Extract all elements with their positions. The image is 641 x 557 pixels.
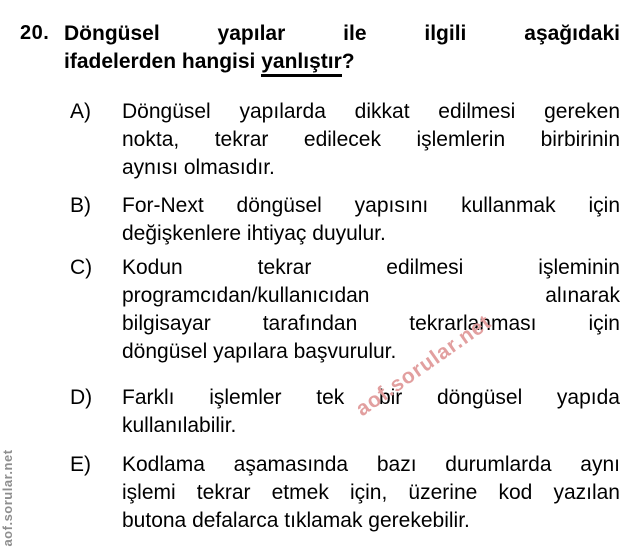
option-letter-b: B) bbox=[70, 194, 91, 217]
option-a-line: Döngüsel yapılarda dikkat edilmesi gereken bbox=[122, 100, 620, 123]
option-e-line: Kodlama aşamasında bazı durumlarda aynı bbox=[122, 453, 620, 476]
option-text-e bbox=[122, 451, 620, 535]
option-e-line: butona defalarca tıklamak gerekebilir. bbox=[122, 509, 470, 532]
option-b-line: For-Next döngüsel yapısını kullanmak için bbox=[122, 194, 620, 217]
option-a-line: aynısı olmasıdır. bbox=[122, 156, 275, 179]
option-d-line: kullanılabilir. bbox=[122, 414, 237, 437]
option-text-b bbox=[122, 192, 620, 248]
option-c-line: bilgisayar tarafından tekrarlanması için bbox=[122, 312, 620, 335]
question-line-2-prefix: ifadelerden hangisi bbox=[64, 50, 262, 73]
option-text-a bbox=[122, 98, 620, 182]
option-letter-a: A) bbox=[70, 100, 91, 123]
question-line-2 bbox=[64, 48, 620, 76]
option-text-c bbox=[122, 254, 620, 366]
question-keyword-underlined: yanlıştır bbox=[261, 50, 342, 77]
question-number: 20. bbox=[20, 22, 50, 44]
option-b-line: değişkenlere ihtiyaç duyulur. bbox=[122, 222, 386, 245]
option-e-line: işlemi tekrar etmek için, üzerine kod yazılan bbox=[122, 481, 620, 504]
option-a-line: nokta, tekrar edilecek işlemlerin birbirinin bbox=[122, 128, 620, 151]
question-text bbox=[64, 20, 620, 76]
question-line-1: Döngüsel yapılar ile ilgili aşağıdaki bbox=[64, 22, 620, 45]
option-letter-e: E) bbox=[70, 453, 91, 476]
option-letter-d: D) bbox=[70, 386, 93, 409]
option-c-line: döngüsel yapılara başvurulur. bbox=[122, 340, 397, 363]
option-c-line: Kodun tekrar edilmesi işleminin bbox=[122, 256, 620, 279]
option-text-d bbox=[122, 384, 620, 440]
watermark-diagonal: aof.sorular.net bbox=[351, 310, 496, 421]
option-d-line: Farklı işlemler tek bir döngüsel yapıda bbox=[122, 386, 620, 409]
watermark-side-vertical: aof.sorular.net bbox=[0, 449, 15, 547]
question-line-2-suffix: ? bbox=[341, 50, 355, 73]
option-letter-c: C) bbox=[70, 256, 93, 279]
option-c-line: programcıdan/kullanıcıdan alınarak bbox=[122, 284, 620, 307]
